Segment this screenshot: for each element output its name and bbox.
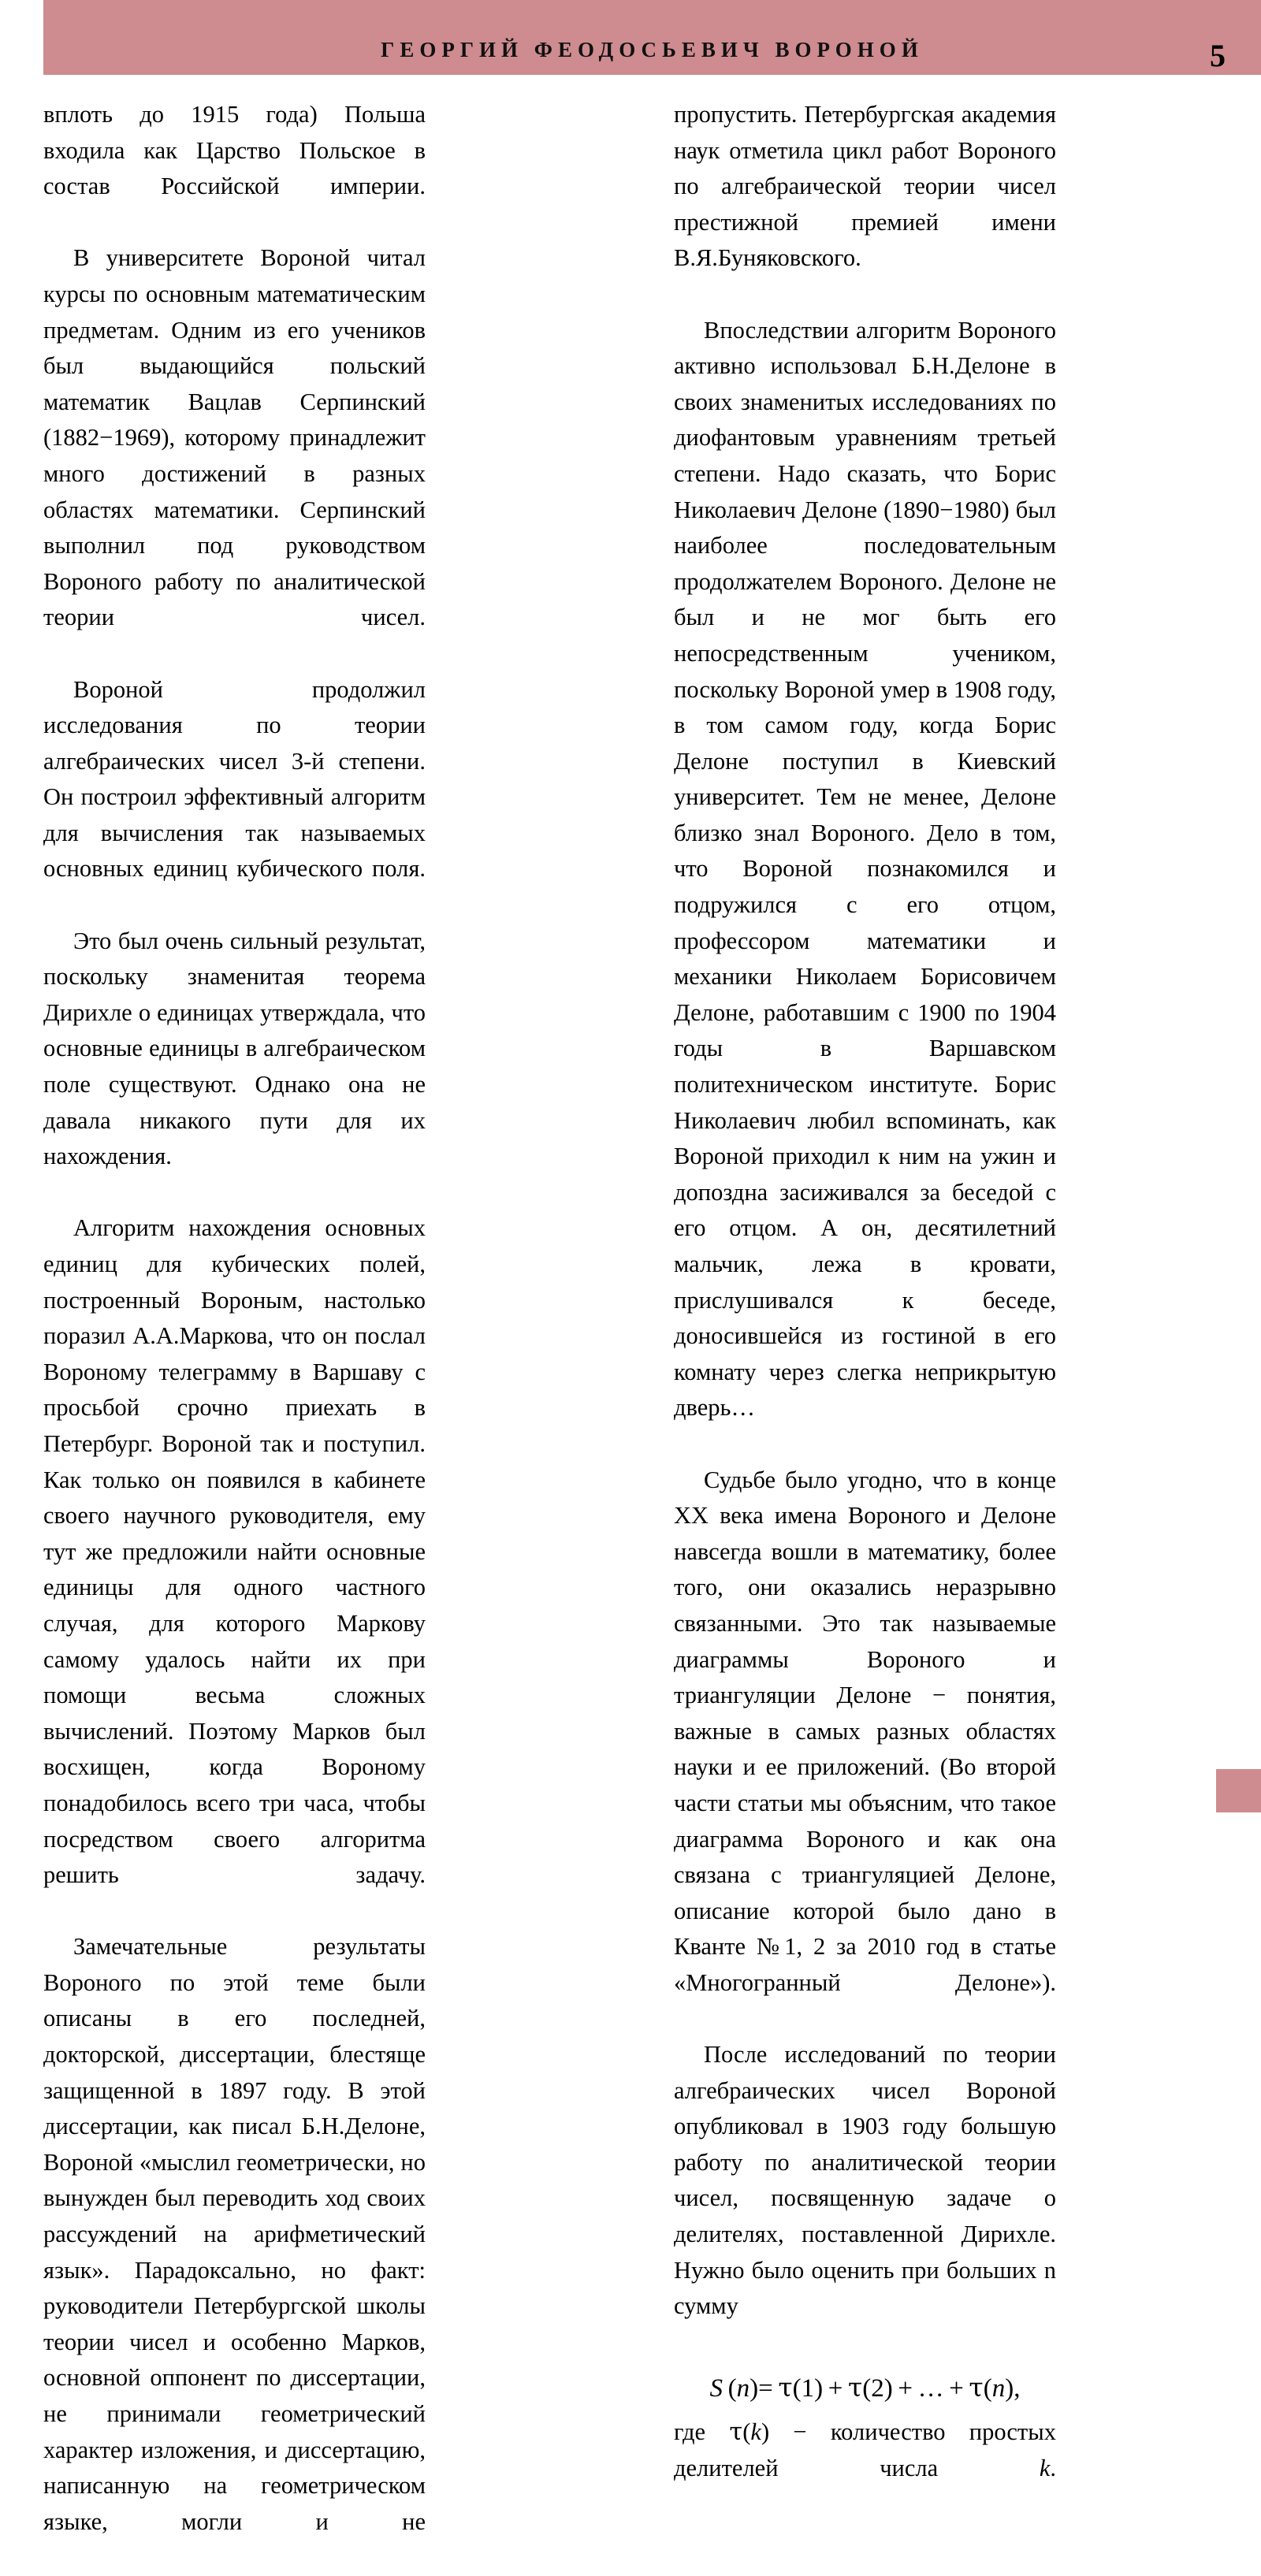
text-column-right: [674, 97, 1056, 2522]
formula-paren-open-3: (: [983, 2374, 992, 2403]
explanation-period: .: [1050, 2455, 1056, 2481]
paragraph: Судьбе было угодно, что в конце XX века имена Вороного и Делоне навсегда вошли в математику, более того, они оказались неразрывно связанными. Это так называемые диаграммы Вороного и триангуляции Делоне − понятия, важные в самых разных областях науки и ее приложений. (Во второй части статьи мы объясним, что такое диаграмма Вороного и как она связана с триангуляцией Делоне, описание которой было дано в Кванте №1, 2 за 2010 год в статье «Многогранный Делоне»).: [674, 1466, 1056, 1996]
page-body: [0, 75, 1261, 2535]
paragraph: пропустить. Петербургская академия наук отметила цикл работ Вороного по алгебраической теории чисел престижной премией имени В.Я.Буняковского.: [674, 101, 1056, 272]
formula-ellipsis: …: [917, 2374, 944, 2403]
formula-comma: ,: [1014, 2374, 1021, 2403]
text-column-left: [43, 97, 426, 2576]
formula-plus-1: +: [828, 2374, 843, 2403]
formula-tau-1: τ: [778, 2372, 793, 2403]
formula-paren-close: ): [750, 2374, 759, 2403]
display-formula: [674, 2370, 1056, 2407]
explanation-lead: где: [674, 2418, 730, 2446]
inline-tau: τ: [729, 2418, 743, 2447]
formula-arg-2: (2): [862, 2374, 893, 2403]
paragraph: В университете Вороной читал курсы по основным математическим предметам. Одним из его учеников был выдающийся польский математик Вацлав Серпинский (1882−1969), которому принадлежит много достижений в разных областях математики. Серпинский выполнил под руководством Вороного работу по аналитической теории чисел.: [43, 244, 426, 631]
page-number: 5: [1210, 38, 1226, 73]
formula-plus-2: +: [898, 2374, 913, 2403]
formula-paren-open: (: [727, 2374, 737, 2403]
page-header-band: [43, 0, 1261, 75]
inline-symbol-k-2: k: [1039, 2455, 1051, 2481]
paragraph: Алгоритм нахождения основных единиц для кубических полей, построенный Вороным, настолько поразил А.А.Маркова, что он послал Вороному телеграмму в Варшаву с просьбой срочно приехать в Петербург. Вороной так и поступил. Как только он появился в кабинете своего научного руководителя, ему тут же предложили найти основные единицы для одного частного случая, для которого Маркову самому удалось найти их при помощи весьма сложных вычислений. Поэтому Марков был восхищен, когда Вороному понадобилось всего три часа, чтобы посредством своего алгоритма решить задачу.: [43, 1214, 426, 1889]
inline-paren-close: ): [761, 2418, 770, 2446]
paragraph: Это был очень сильный результат, поскольку знаменитая теорема Дирихле о единицах утверждала, что основные единицы в алгебраическом поле существуют. Однако она не давала никакого пути для их нахождения.: [43, 927, 426, 1170]
formula-paren-close-3: ): [1005, 2374, 1014, 2403]
formula-symbol-S: S: [709, 2374, 723, 2403]
formula-arg-1: (1): [792, 2374, 824, 2403]
formula-explanation: [674, 2414, 1056, 2522]
explanation-mid: − количество простых делителей числа: [674, 2418, 1056, 2481]
corner-marker: [1216, 1769, 1261, 1812]
inline-paren-open: (: [742, 2418, 751, 2446]
formula-symbol-n: n: [736, 2374, 750, 2403]
formula-symbol-n-3: n: [991, 2374, 1006, 2403]
paragraph: Вороной продолжил исследования по теории алгебраических чисел 3-й степени. Он построил эффективный алгоритм для вычисления так называемых основных единиц кубического поля.: [43, 675, 426, 883]
paragraph: После исследований по теории алгебраических чисел Вороной опубликовал в 1903 году большую работу по аналитической теории чисел, посвященную задаче о делителях, поставленной Дирихле. Нужно было оценить при больших n сумму: [674, 2041, 1056, 2320]
formula-tau-2: τ: [847, 2372, 863, 2403]
page-title: ГЕОРГИЙ ФЕОДОСЬЕВИЧ ВОРОНОЙ: [381, 38, 924, 61]
formula-tau-3: τ: [969, 2372, 984, 2403]
formula-plus-3: +: [949, 2374, 964, 2403]
paragraph: вплоть до 1915 года) Польша входила как Царство Польское в состав Российской империи.: [43, 101, 426, 200]
paragraph: Замечательные результаты Вороного по этой теме были описаны в его последней, докторской, диссертации, блестяще защищенной в 1897 году. В этой диссертации, как писал Б.Н.Делоне, Вороной «мыслил геометрически, но вынужден был переводить ход своих рассуждений на арифметический язык». Парадоксально, но факт: руководители Петербургской школы теории чисел и особенно Марков, основной оппонент по диссертации, не принимали геометрический характер изложения, и диссертацию, написанную на геометрическом языке, могли и не: [43, 1933, 426, 2535]
paragraph: Впоследствии алгоритм Вороного активно использовал Б.Н.Делоне в своих знаменитых исследованиях по диофантовым уравнениям третьей степени. Надо сказать, что Борис Николаевич Делоне (1890−1980) был наиболее последовательным продолжателем Вороного. Делоне не был и не мог быть его непосредственным учеником, поскольку Вороной умер в 1908 году, в том самом году, когда Борис Делоне поступил в Киевский университет. Тем не менее, Делоне близко знал Вороного. Дело в том, что Вороной познакомился и подружился с его отцом, профессором математики и механики Николаем Борисовичем Делоне, работавшим с 1900 по 1904 годы в Варшавском политехническом институте. Борис Николаевич любил вспоминать, как Вороной приходил к ним на ужин и допоздна засиживался за беседой с его отцом. А он, десятилетний мальчик, лежа в кровати, прислушивался к беседе, доносившейся из гостиной в его комнату через слегка неприкрытую дверь…: [674, 316, 1056, 1422]
inline-symbol-k: k: [750, 2418, 761, 2446]
formula-equals: =: [758, 2374, 773, 2403]
